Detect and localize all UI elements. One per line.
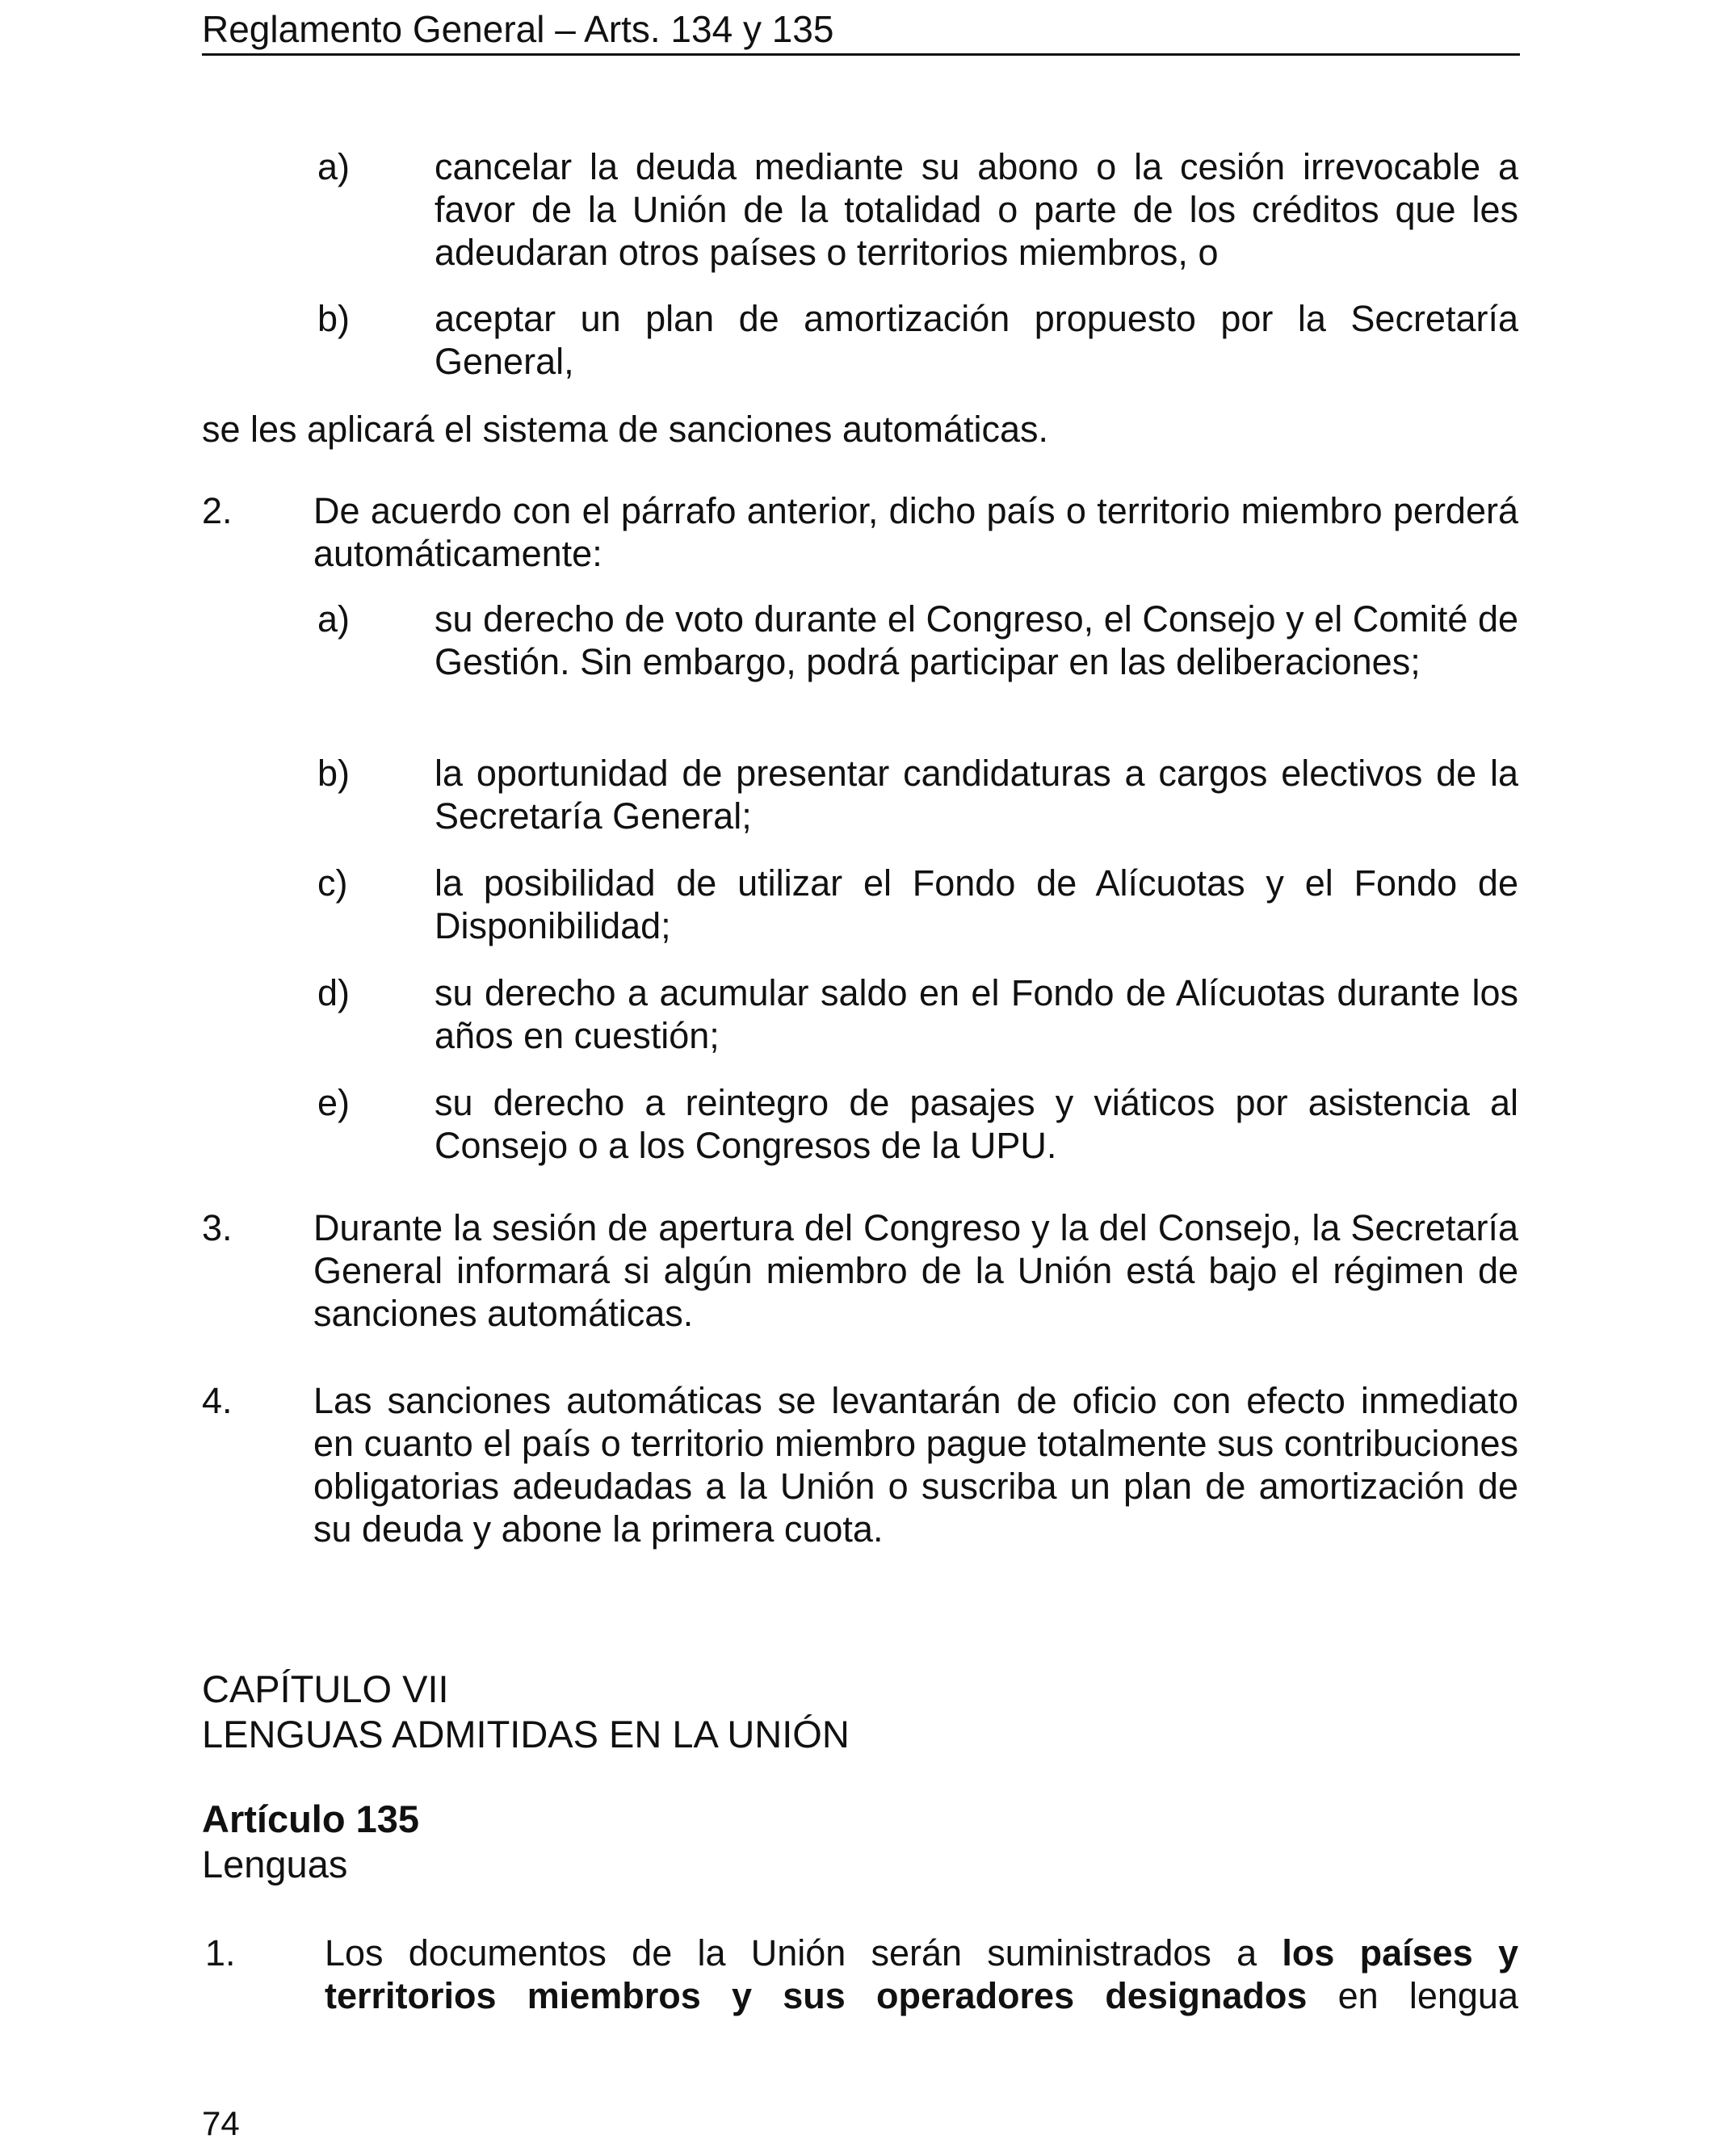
- item-label: a): [317, 598, 351, 640]
- item-text: la posibilidad de utilizar el Fondo de Alícuotas y el Fondo de Disponibilidad;: [434, 862, 1518, 946]
- paragraph-text-bold: los países y territorios miembros y sus operadores designados: [325, 1932, 1518, 2016]
- chapter-number: CAPÍTULO VII: [202, 1667, 449, 1710]
- item-label: e): [317, 1082, 351, 1123]
- paragraph-text: se les aplicará el sistema de sanciones automáticas.: [202, 409, 1049, 450]
- paragraph-text-end: en lengua: [1307, 1975, 1518, 2016]
- item-label: b): [317, 298, 351, 339]
- paragraph-text: De acuerdo con el párrafo anterior, dicho país o territorio miembro perderá automáticamente:: [313, 490, 1518, 574]
- paragraph-number: 3.: [202, 1207, 233, 1248]
- item-text: aceptar un plan de amortización propuesto por la Secretaría General,: [434, 298, 1518, 382]
- paragraph-text-start: Los documentos de la Unión serán suministrados a: [325, 1932, 1283, 1974]
- paragraph-number: 4.: [202, 1380, 233, 1421]
- article-number: Artículo 135: [202, 1797, 420, 1840]
- article-title: Lenguas: [202, 1843, 348, 1885]
- item-text: su derecho de voto durante el Congreso, el Consejo y el Comité de Gestión. Sin embargo, podrá participar en las deliberaciones;: [434, 598, 1518, 682]
- item-label: a): [317, 146, 351, 187]
- item-label: c): [317, 862, 348, 904]
- paragraph-number: 1.: [205, 1932, 236, 1974]
- page-number: 74: [202, 2104, 240, 2142]
- item-text: la oportunidad de presentar candidaturas a cargos electivos de la Secretaría General;: [434, 753, 1518, 837]
- paragraph-text: Las sanciones automáticas se levantarán de oficio con efecto inmediato en cuanto el país o territorio miembro pague totalmente sus contribuciones obligatorias adeudadas a la Unión o suscriba un plan de amortización de su deuda y abone la primera cuota.: [313, 1380, 1518, 1550]
- running-header: Reglamento General – Arts. 134 y 135: [202, 6, 1520, 56]
- item-text: su derecho a reintegro de pasajes y viáticos por asistencia al Consejo o a los Congresos de la UPU.: [434, 1082, 1518, 1166]
- item-label: b): [317, 753, 351, 794]
- paragraph-number: 2.: [202, 490, 233, 531]
- paragraph-text: [325, 1932, 1518, 2017]
- paragraph-text: Durante la sesión de apertura del Congreso y la del Consejo, la Secretaría General informará si algún miembro de la Unión está bajo el régimen de sanciones automáticas.: [313, 1207, 1518, 1334]
- item-text: cancelar la deuda mediante su abono o la cesión irrevocable a favor de la Unión de la totalidad o parte de los créditos que les adeudaran otros países o territorios miembros, o: [434, 146, 1518, 273]
- item-label: d): [317, 972, 351, 1013]
- item-text: su derecho a acumular saldo en el Fondo de Alícuotas durante los años en cuestión;: [434, 972, 1518, 1056]
- chapter-title: LENGUAS ADMITIDAS EN LA UNIÓN: [202, 1713, 850, 1755]
